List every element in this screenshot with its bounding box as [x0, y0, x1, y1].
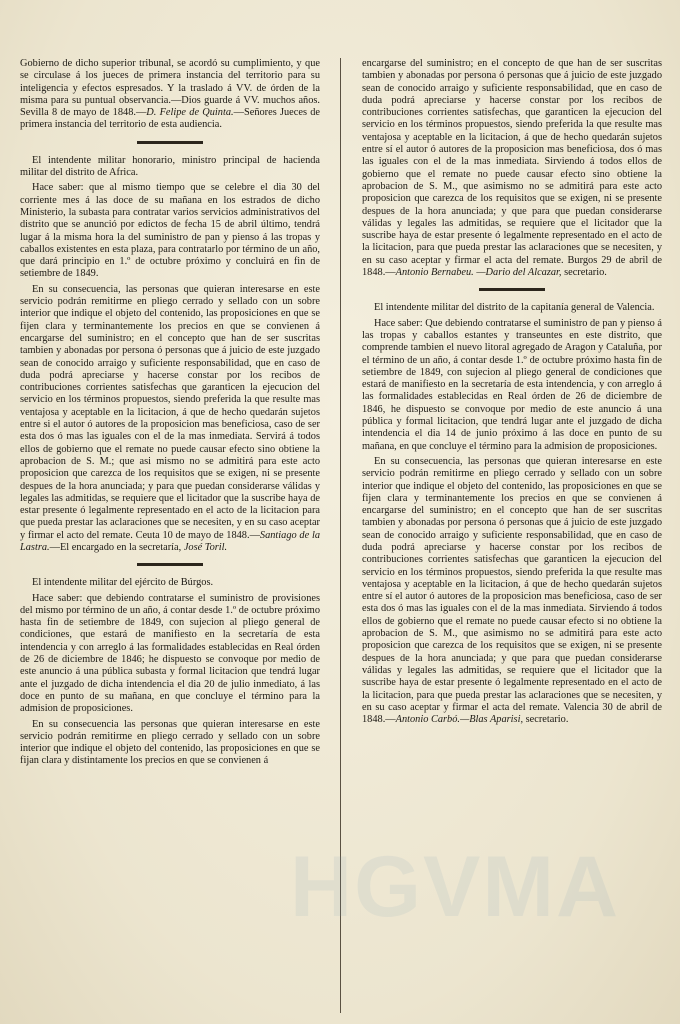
africa-paragraph-1: Hace saber: que al mismo tiempo que se celebre el dia 30 del corriente mes á las doce de su mañana en los estrados de dicho Ministerio, la subasta para contratar varios servicios administrativos del distrito que se anunció por edictos de fecha 15 de abril último, tendrá lugar á la misma hora la del suministro de pan y pienso á las tropas y caballos existentes en esta plaza, para contratarlo por término de un año, que dará principio en 1.º de octubre próximo y concluirá en fin de setiembre de 1849. [20, 182, 320, 280]
burgos-continuation-text: encargarse del suministro; en el concepto de que han de ser suscritas tambien y abonadas por persona ó personas que á juicio de este juzgado sean de conocido arraigo y suficiente responsabilidad, que en caso de duda podrá apreciarse y hacerse constar por los recibos de contribuciones corrientes satisfechas, que garanticen la ejecucion del servicio en los términos propuestos, siendo preferida la que resulte mas ventajosa y aceptable en la licitacion, á que de hecho quedarán sujetos entre sí el autor ó autores de la proposicion mas beneficiosa, dos ó mas las iguales con el de la mas inmediata. Sirviendo á todos ellos de gobierno que el remate no puede causar efecto sino obtiene la aprobacion de S. M., que asimismo no se admitirá para este acto proposicion que carezca de los requisitos que se exigen, ni se presente despues de la hora anunciada; y que para que puedan considerarse válidas y legales las admitidas, se requiere que el licitador que la suscribe haya de estar presente ó legalmente representado en el acto de la licitacion, para que pueda prestar las aclaraciones que se necesiten, y en su caso aceptar y firmar el acta del remate. Burgos 29 de abril de 1848.— [362, 58, 662, 279]
valencia-paragraph-2-text: En su consecuencia, las personas que quieran interesarse en este servicio podrán remitirme en pliego cerrado y sellado con un sobre interior que indique el objeto del contenido, las proposiciones en que se fijen clara y terminantemente los precios en que se convienen á encargarse del suministro; en el concepto que han de ser suscritas tambien y abonadas por persona ó personas que á juicio de este juzgado sean de conocido arraigo y suficiente responsabilidad, que en caso de duda podrá apreciarse y hacerse constar por los recibos de contribuciones corrientes satisfechas que garanticen la ejecucion del servicio en los términos propuestos, siendo preferida la que resulte mas ventajosa y aceptable en la licitacion, á que de hecho quedarán sujetos entre sí el autor ó autores de la proposicion mas beneficiosa, caso de ser esta dos ó mas las iguales con el de la mas inmediata. Sirviendo á todos ellos de gobierno que el remate no puede causar efecto si no obtiene la aprobacion de S. M., que asimismo no se admitirá para este acto proposicion que carezca de los requisitos que se exigen, ni se presente despues de la hora anunciada; y que para que puedan considerarse válidas y legales las admitidas, se requiere que el licitador que la suscribe haya de estar presente ó legalmente representado en el acto de la licitacion, para que pueda prestar las aclaraciones que se necesiten, y en su caso aceptar y firmar el acta del remate. Valencia 30 de abril de 1848.— [362, 455, 662, 726]
library-watermark: HGVMA [290, 839, 621, 935]
burgos-paragraph-1: Hace saber: que debiendo contratarse el suministro de provisiones del mismo por término de un año, á contar desde 1.º de octubre próximo hasta fin de setiembre de 1849, con sujecion al pliego general de condiciones, que estará de manifiesto en la secretaría de esta intendencia y con arreglo á las formalidades establecidas en Real órden de 26 de diciembre de 1846; he dispuesto se convoque por medio de este anuncio á una pública subasta y formal licitacion que tendrá lugar ante el juzgado de dicha intendencia el dia 20 de julio inmediato, á las doce en punto de su mañana, en que concluye el término para la admision de proposiciones. [20, 592, 320, 715]
africa-signature-role: —El encargado en la secretaría, [49, 541, 182, 553]
intro-closing: —Señores Jueces de primera instancia del territorio de esta audiencia. [20, 107, 320, 131]
africa-signature-2: José Toril. [183, 541, 228, 553]
valencia-paragraph-2 [362, 456, 662, 727]
valencia-paragraph-1: Hace saber: Que debiendo contratarse el suministro de pan y pienso á las tropas y caballos estantes y transeuntes en este distrito, que comprende tambien el nuevo litoral agregado de Aragon y Cataluña, por el término de un año, á contar desde 1.º de octubre próximo hasta fin de setiembre de 1849, con sujecion al pliego general de condiciones que estará de manifiesto en la secretaría de esta intendencia, y con arreglo á las formalidades establecidas en Real órden de 26 de diciembre de 1846, he dispuesto se convoque por medio de este anuncio á una pública y formal licitacion, que tendrá lugar ante el juzgado de dicha intendencia el dia 14 de junio próximo á las doce en punto de su mañana, en que concluye el término para la admision de proposiciones. [362, 317, 662, 452]
africa-paragraph-2-text: En su consecuencia, las personas que quieran interesarse en este servicio podrán remitirme en pliego cerrado y sellado con un sobre interior que indique el objeto del contenido, las proposiciones en que se fijen clara y terminantemente los precios en que se convienen á encargarse del suministro; en el concepto que han de ser suscritas tambien y abonadas por persona ó personas que á juicio de este juzgado sean de conocido arraigo y suficiente responsabilidad, que en caso de duda podrá apreciarse y hacerse constar por los recibos de contribuciones corrientes satisfechas que garanticen la ejecucion del servicio en los términos propuestos, siendo preferida la que resulte mas ventajosa y aceptable en la licitacion, á que de hecho quedarán sujetos entre si el autor ó autores de la proposicion mas beneficiosa, caso de ser esta dos ó mas las iguales con el de la mas inmediata. Servirá á todos ellos de gobierno que el remate no puede causar efecto sino obtiene la aprobacion de S. M.; que asi mismo no se admitirá para este acto proposicion que carezca de los requisitos que se exigen, ni se presente despues de la hora anunciada; y para que puedan considerarse válidas y legales las admitidas, se requiere que el licitador que la suscribe haya de estar presente ó legalmente representado en el acto de la licitacion para que pueda prestar las aclaraciones que se necesiten, y en su caso aceptar y firmar el acto del remate. Ceuta 10 de mayo de 1848.— [20, 283, 320, 541]
section-separator [137, 141, 203, 144]
intro-paragraph [20, 58, 320, 132]
valencia-heading: El intendente militar del distrito de la capitanía general de Valencia. [374, 302, 655, 314]
burgos-signature-2: —Dario del Alcazar, [476, 267, 562, 279]
intro-signature: D. Felipe de Quinta. [146, 107, 234, 119]
africa-paragraph-2 [20, 284, 320, 555]
valencia-signature-role: secretario. [523, 714, 569, 726]
intro-text: Gobierno de dicho superior tribunal, se acordó su cumplimiento, y que se circulase á los jueces de primera instancia del territorio para su inteligencia y efectos espresados. Y la traslado á VV. de órden de la misma para su puntual observancia.—Dios guarde á VV. muchos años. Sevilla 8 de mayo de 1848.— [20, 58, 320, 119]
section-separator [479, 288, 545, 291]
burgos-continuation [362, 58, 662, 279]
burgos-heading: El intendente militar del ejército de Búrgos. [32, 577, 214, 589]
africa-signature-1: Santiago de la Lastra. [20, 529, 320, 553]
valencia-signature-2: —Blas Aparisi, [460, 714, 524, 726]
section-separator [137, 563, 203, 566]
burgos-signature-role: secretario. [561, 267, 607, 279]
africa-heading: El intendente militar honorario, ministro principal de hacienda militar del distrito de Africa. [20, 154, 320, 179]
burgos-signature-1: Antonio Bernabeu. [395, 267, 474, 279]
right-column [362, 58, 662, 729]
valencia-signature-1: Antonio Carbó. [395, 714, 460, 726]
burgos-paragraph-2: En su consecuencia las personas que quieran interesarse en este servicio podrán remitirme en pliego cerrado y sellado con un sobre interior que indique el objeto del contenido, las proposiciones en que se fijan clara y distintamente los precios en que se convienen á [20, 718, 320, 767]
left-column [20, 58, 320, 771]
